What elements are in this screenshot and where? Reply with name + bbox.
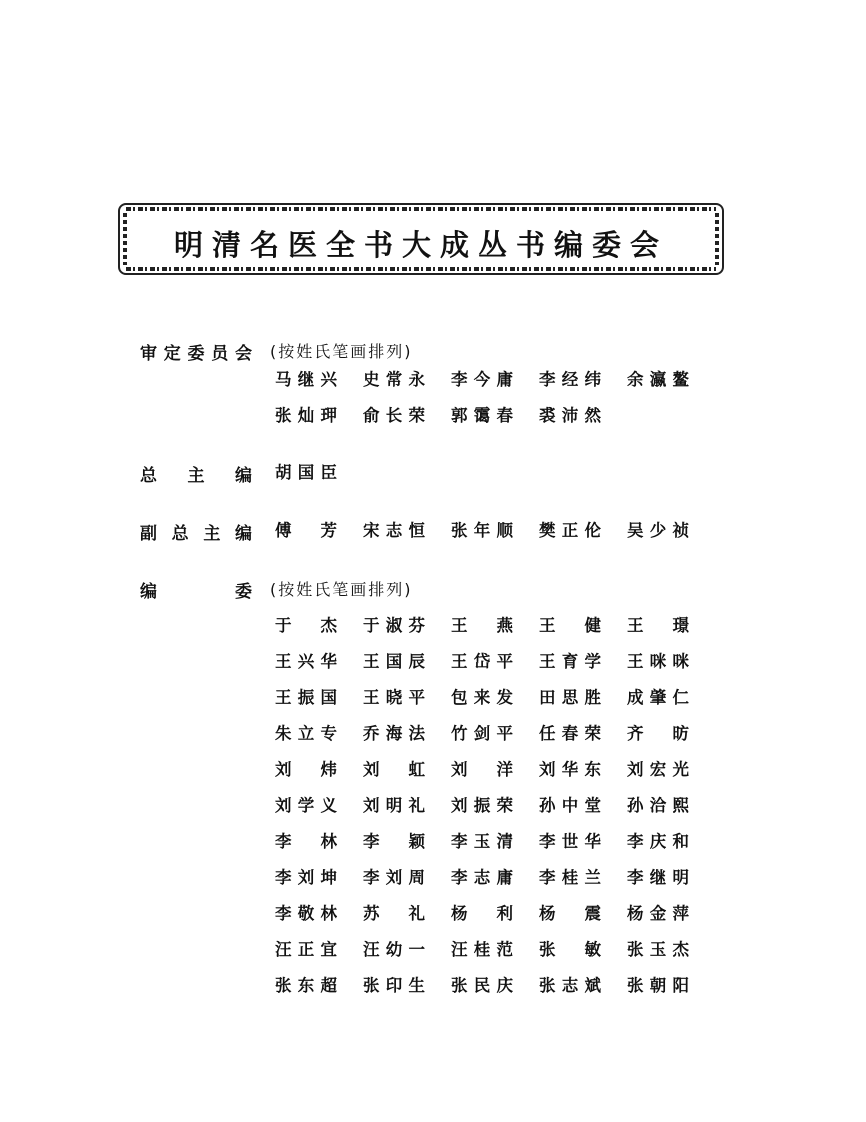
member-name: 樊正伦 (539, 521, 601, 540)
member-name: 张印生 (363, 976, 425, 995)
member-name: 李庆和 (627, 832, 689, 851)
member-name: 杨金萍 (627, 904, 689, 923)
member-name: 李经纬 (539, 370, 601, 389)
section-label-chief: 总主编 (140, 466, 252, 486)
member-name: 李桂兰 (539, 868, 601, 887)
member-name: 马继兴 (275, 370, 337, 389)
chief-names (275, 461, 689, 484)
member-name: 李刘坤 (275, 868, 337, 887)
section-label-editors: 编委 (140, 582, 252, 602)
editor-names (275, 614, 689, 997)
member-name: 王健 (539, 616, 601, 635)
member-name: 竹剑平 (451, 724, 513, 743)
member-name: 张民庆 (451, 976, 513, 995)
member-name: 李世华 (539, 832, 601, 851)
member-name: 裘沛然 (539, 406, 601, 425)
member-name: 李刘周 (363, 868, 425, 887)
member-name: 张敏 (539, 940, 601, 959)
member-name: 刘炜 (275, 760, 337, 779)
member-name: 吴少祯 (627, 521, 689, 540)
member-name: 张朝阳 (627, 976, 689, 995)
member-name: 于杰 (275, 616, 337, 635)
member-name: 俞长荣 (363, 406, 425, 425)
member-name: 汪正宜 (275, 940, 337, 959)
member-name: 齐昉 (627, 724, 689, 743)
sort-note: (按姓氏笔画排列) (270, 580, 413, 599)
member-name: 朱立专 (275, 724, 337, 743)
member-name: 乔海法 (363, 724, 425, 743)
member-name: 李继明 (627, 868, 689, 887)
member-name: 任春荣 (539, 724, 601, 743)
title-banner (118, 203, 724, 275)
member-name: 李敬林 (275, 904, 337, 923)
member-name: 宋志恒 (363, 521, 425, 540)
member-name: 王岱平 (451, 652, 513, 671)
member-name: 刘洋 (451, 760, 513, 779)
member-name: 刘华东 (539, 760, 601, 779)
member-name: 李志庸 (451, 868, 513, 887)
member-name: 李林 (275, 832, 337, 851)
member-name: 张年顺 (451, 521, 513, 540)
member-name: 成肇仁 (627, 688, 689, 707)
member-name: 汪桂范 (451, 940, 513, 959)
member-name: 王咪咪 (627, 652, 689, 671)
member-name: 李今庸 (451, 370, 513, 389)
member-name: 孙洽熙 (627, 796, 689, 815)
member-name: 张志斌 (539, 976, 601, 995)
member-name: 王燕 (451, 616, 513, 635)
member-name: 胡国臣 (275, 463, 337, 482)
review-names (275, 368, 689, 427)
member-name: 刘学义 (275, 796, 337, 815)
member-name: 张玉杰 (627, 940, 689, 959)
member-name: 王兴华 (275, 652, 337, 671)
member-name: 刘明礼 (363, 796, 425, 815)
member-name: 包来发 (451, 688, 513, 707)
member-name: 王育学 (539, 652, 601, 671)
member-name: 王振国 (275, 688, 337, 707)
deputy-names (275, 519, 689, 542)
member-name: 刘振荣 (451, 796, 513, 815)
sort-note: (按姓氏笔画排列) (270, 342, 413, 361)
member-name: 田思胜 (539, 688, 601, 707)
member-name: 王国辰 (363, 652, 425, 671)
page-title: 明清名医全书大成丛书编委会 (173, 228, 668, 262)
member-name: 郭霭春 (451, 406, 513, 425)
member-name: 杨震 (539, 904, 601, 923)
section-label-deputy: 副总主编 (140, 524, 252, 544)
member-name: 王璟 (627, 616, 689, 635)
member-name: 苏礼 (363, 904, 425, 923)
member-name: 李颖 (363, 832, 425, 851)
member-name: 汪幼一 (363, 940, 425, 959)
member-name: 杨利 (451, 904, 513, 923)
member-name: 傅芳 (275, 521, 337, 540)
member-name: 孙中堂 (539, 796, 601, 815)
member-name: 余瀛鳌 (627, 370, 689, 389)
member-name: 张东超 (275, 976, 337, 995)
member-name: 刘虹 (363, 760, 425, 779)
member-name: 于淑芬 (363, 616, 425, 635)
member-name: 李玉清 (451, 832, 513, 851)
member-name: 史常永 (363, 370, 425, 389)
member-name: 王晓平 (363, 688, 425, 707)
member-name: 刘宏光 (627, 760, 689, 779)
section-label-review: 审定委员会 (140, 344, 252, 364)
member-name: 张灿玾 (275, 406, 337, 425)
